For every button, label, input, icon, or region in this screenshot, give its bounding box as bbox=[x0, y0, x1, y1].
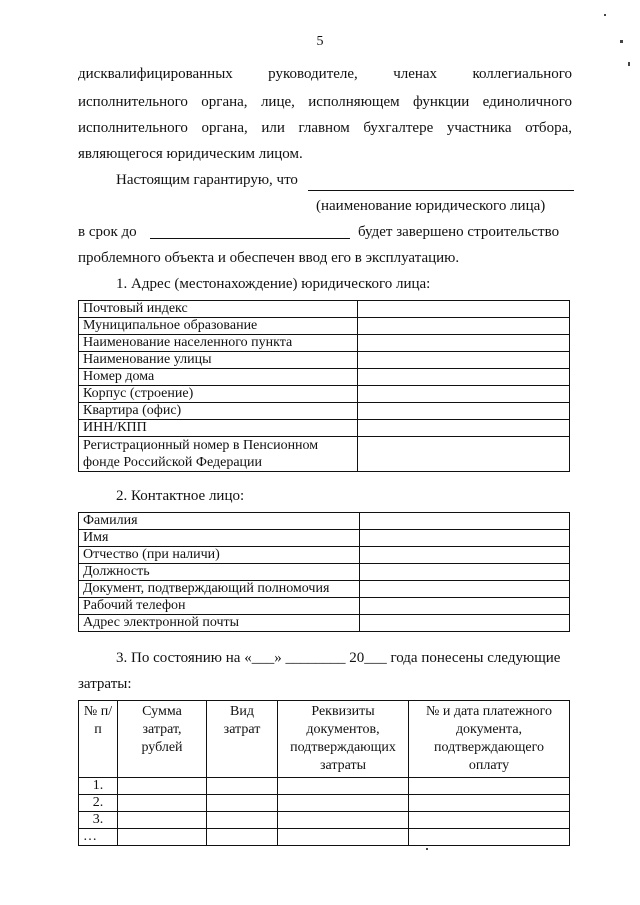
section2-heading: 2. Контактное лицо: bbox=[116, 488, 245, 504]
row-value[interactable] bbox=[360, 564, 570, 581]
row-label bbox=[79, 437, 358, 472]
table-row bbox=[79, 335, 570, 352]
word: органа, bbox=[201, 120, 248, 136]
row-number: 1. bbox=[79, 778, 118, 795]
table-row bbox=[79, 420, 570, 437]
row-value[interactable] bbox=[357, 335, 569, 352]
row-label: Наименование улицы bbox=[79, 352, 358, 369]
row-value[interactable] bbox=[357, 403, 569, 420]
row-label: Должность bbox=[79, 564, 360, 581]
table-row bbox=[79, 615, 570, 632]
row-value[interactable] bbox=[357, 318, 569, 335]
word: исполняющем bbox=[308, 94, 400, 110]
table-row bbox=[79, 795, 570, 812]
row-value[interactable] bbox=[360, 581, 570, 598]
row-label: Фамилия bbox=[79, 513, 360, 530]
address-table bbox=[78, 300, 570, 472]
table-row bbox=[79, 437, 570, 472]
scan-speck bbox=[426, 848, 428, 850]
deadline-date-line[interactable] bbox=[150, 238, 350, 239]
col-header-payment bbox=[409, 701, 570, 778]
word: исполнительного bbox=[78, 94, 188, 110]
header-line: затраты bbox=[319, 758, 367, 773]
paragraph-line-4: являющегося юридическим лицом. bbox=[78, 146, 303, 162]
word: коллегиального bbox=[472, 66, 572, 82]
cell[interactable] bbox=[278, 812, 409, 829]
guarantee-text: Настоящим гарантирую, что bbox=[116, 172, 298, 188]
header-line: подтверждающего bbox=[434, 740, 544, 755]
row-number: 2. bbox=[79, 795, 118, 812]
table-row bbox=[79, 547, 570, 564]
row-label: Наименование населенного пункта bbox=[79, 335, 358, 352]
header-line: Вид bbox=[230, 704, 254, 719]
paragraph-line-1 bbox=[78, 66, 572, 83]
deadline-suffix: будет завершено строительство bbox=[358, 224, 560, 240]
cell[interactable] bbox=[118, 795, 207, 812]
cell[interactable] bbox=[207, 795, 278, 812]
word: единоличного bbox=[482, 94, 572, 110]
row-label: Номер дома bbox=[79, 369, 358, 386]
word: бухгалтере bbox=[363, 120, 434, 136]
row-label: Почтовый индекс bbox=[79, 301, 358, 318]
header-line: документа, bbox=[455, 722, 523, 737]
header-line: № п/п bbox=[83, 704, 113, 737]
cell[interactable] bbox=[207, 829, 278, 846]
header-line: подтверждающих bbox=[290, 740, 396, 755]
table-row bbox=[79, 318, 570, 335]
header-line: затрат, bbox=[142, 722, 182, 737]
section3-line-1: 3. По состоянию на «___» ________ 20___ года понесены следующие bbox=[116, 650, 561, 666]
row-label: Корпус (строение) bbox=[79, 386, 358, 403]
cell[interactable] bbox=[207, 778, 278, 795]
cell[interactable] bbox=[118, 812, 207, 829]
header-line: оплату bbox=[468, 758, 510, 773]
section3-line-2: затраты: bbox=[78, 676, 132, 692]
cell[interactable] bbox=[118, 778, 207, 795]
row-label: Документ, подтверждающий полномочия bbox=[79, 581, 360, 598]
row-label-line: Регистрационный номер в Пенсионном bbox=[83, 438, 319, 453]
table-row bbox=[79, 369, 570, 386]
row-value[interactable] bbox=[357, 369, 569, 386]
cell[interactable] bbox=[278, 795, 409, 812]
col-header-number bbox=[79, 701, 118, 778]
header-line: Реквизиты bbox=[311, 704, 375, 719]
paragraph-line-2 bbox=[78, 94, 572, 111]
word: или bbox=[261, 120, 285, 136]
word: главном bbox=[298, 120, 350, 136]
row-value[interactable] bbox=[357, 301, 569, 318]
legal-entity-name-line[interactable] bbox=[308, 190, 574, 191]
row-label-line: фонде Российской Федерации bbox=[83, 455, 263, 470]
word: органа, bbox=[201, 94, 248, 110]
col-header-type bbox=[207, 701, 278, 778]
word: членах bbox=[393, 66, 438, 82]
word: исполнительного bbox=[78, 120, 188, 136]
row-number: … bbox=[79, 829, 118, 846]
word: функции bbox=[413, 94, 470, 110]
table-row bbox=[79, 386, 570, 403]
paragraph-line-3 bbox=[78, 120, 572, 137]
row-label: Муниципальное образование bbox=[79, 318, 358, 335]
word: отбора, bbox=[525, 120, 572, 136]
cell[interactable] bbox=[118, 829, 207, 846]
row-value[interactable] bbox=[360, 598, 570, 615]
header-line: документов, bbox=[306, 722, 380, 737]
row-label: Квартира (офис) bbox=[79, 403, 358, 420]
table-row bbox=[79, 812, 570, 829]
header-line: рублей bbox=[141, 740, 183, 755]
row-value[interactable] bbox=[360, 513, 570, 530]
word: дисквалифицированных bbox=[78, 66, 233, 82]
contact-table bbox=[78, 512, 570, 632]
cell[interactable] bbox=[207, 812, 278, 829]
table-row bbox=[79, 513, 570, 530]
row-label: Отчество (при наличи) bbox=[79, 547, 360, 564]
scan-speck bbox=[604, 14, 606, 16]
row-value[interactable] bbox=[360, 615, 570, 632]
word: лице, bbox=[260, 94, 295, 110]
table-row bbox=[79, 598, 570, 615]
expenses-table bbox=[78, 700, 570, 846]
cell[interactable] bbox=[278, 778, 409, 795]
table-row bbox=[79, 564, 570, 581]
cell[interactable] bbox=[409, 778, 570, 795]
col-header-amount bbox=[118, 701, 207, 778]
word: руководителе, bbox=[268, 66, 358, 82]
legal-entity-caption: (наименование юридического лица) bbox=[316, 198, 546, 214]
section1-heading: 1. Адрес (местонахождение) юридического лица: bbox=[116, 276, 431, 292]
scan-speck bbox=[620, 40, 623, 43]
cell[interactable] bbox=[278, 829, 409, 846]
word: участника bbox=[446, 120, 512, 136]
table-row bbox=[79, 352, 570, 369]
row-value[interactable] bbox=[357, 352, 569, 369]
row-value[interactable] bbox=[360, 547, 570, 564]
table-row bbox=[79, 301, 570, 318]
row-label: Адрес электронной почты bbox=[79, 615, 360, 632]
header-line: затрат bbox=[223, 722, 261, 737]
row-value[interactable] bbox=[360, 530, 570, 547]
row-label: ИНН/КПП bbox=[79, 420, 358, 437]
table-row bbox=[79, 530, 570, 547]
table-header-row bbox=[79, 701, 570, 778]
row-value[interactable] bbox=[357, 386, 569, 403]
row-value[interactable] bbox=[357, 420, 569, 437]
row-number: 3. bbox=[79, 812, 118, 829]
scan-speck bbox=[628, 62, 630, 66]
table-row bbox=[79, 778, 570, 795]
row-label: Рабочий телефон bbox=[79, 598, 360, 615]
row-value[interactable] bbox=[357, 437, 569, 472]
table-row bbox=[79, 829, 570, 846]
table-row bbox=[79, 403, 570, 420]
col-header-documents bbox=[278, 701, 409, 778]
deadline-prefix: в срок до bbox=[78, 224, 137, 240]
header-line: Сумма bbox=[142, 704, 182, 719]
header-line: № и дата платежного bbox=[425, 704, 553, 719]
page-number: 5 bbox=[316, 34, 324, 49]
cell[interactable] bbox=[409, 812, 570, 829]
table-row bbox=[79, 581, 570, 598]
cell[interactable] bbox=[409, 795, 570, 812]
cell[interactable] bbox=[409, 829, 570, 846]
deadline-line-2: проблемного объекта и обеспечен ввод его в эксплуатацию. bbox=[78, 250, 460, 266]
row-label: Имя bbox=[79, 530, 360, 547]
